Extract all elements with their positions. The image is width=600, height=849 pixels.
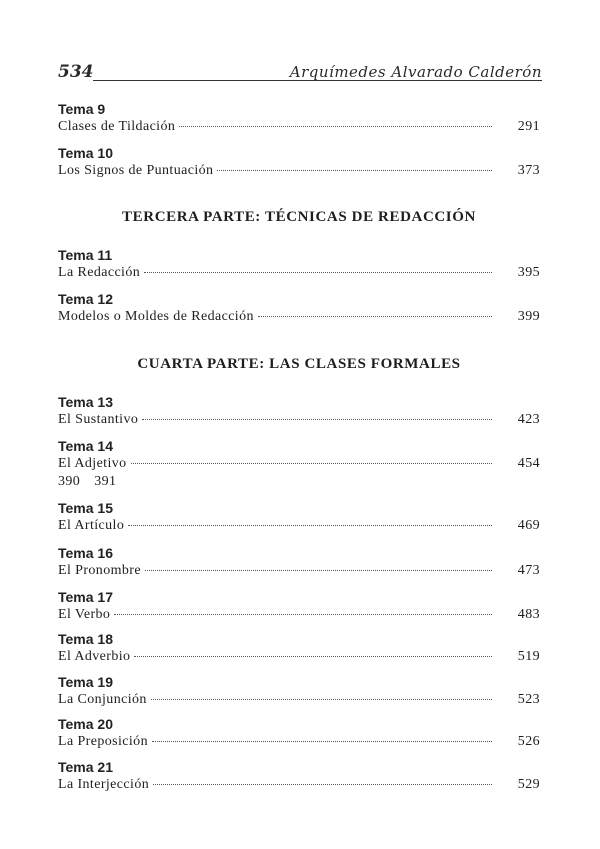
toc-page: 291 — [517, 119, 540, 134]
tema-label: Tema 19 — [58, 674, 113, 690]
toc-row — [58, 606, 540, 624]
toc-row — [58, 648, 540, 666]
tema-label: Tema 14 — [58, 438, 113, 454]
toc-title: El Artículo — [58, 518, 125, 533]
running-head: Arquímedes Alvarado Calderón — [289, 63, 542, 81]
dot-leader — [142, 419, 492, 420]
dot-leader — [144, 272, 492, 273]
toc-entry-tema-18 — [58, 630, 540, 666]
toc-row — [58, 691, 540, 709]
toc-row — [58, 118, 540, 136]
toc-page: 395 — [517, 265, 540, 280]
toc-row — [58, 455, 540, 473]
toc-row — [58, 517, 540, 535]
tema-label: Tema 21 — [58, 759, 113, 775]
dot-leader — [134, 656, 492, 657]
toc-title: Modelos o Moldes de Redacción — [58, 309, 254, 324]
tema-label: Tema 13 — [58, 394, 113, 410]
toc-page: 526 — [517, 734, 540, 749]
toc-entry-tema-19 — [58, 673, 540, 709]
toc-row — [58, 562, 540, 580]
toc-title: La Interjección — [58, 777, 150, 792]
dot-leader — [128, 525, 492, 526]
toc-page: 423 — [517, 412, 540, 427]
toc-page: 373 — [517, 163, 540, 178]
toc-page: 519 — [517, 649, 540, 664]
toc-title: El Adverbio — [58, 649, 131, 664]
dot-leader — [131, 463, 492, 464]
tema-label: Tema 11 — [58, 247, 113, 263]
toc-entry-tema-15 — [58, 499, 540, 535]
toc-entry-tema-21 — [58, 758, 540, 794]
toc-title: La Redacción — [58, 265, 141, 280]
toc-row — [58, 162, 540, 180]
toc-row — [58, 264, 540, 282]
header-rule — [93, 80, 542, 81]
toc-entry-tema-10 — [58, 144, 540, 180]
page-number: 534 — [58, 62, 94, 82]
tema-label: Tema 18 — [58, 631, 113, 647]
toc-title: El Adjetivo — [58, 456, 127, 471]
toc-page: 523 — [517, 692, 540, 707]
toc-title: El Sustantivo — [58, 412, 139, 427]
toc-page: 529 — [517, 777, 540, 792]
toc-entry-tema-13 — [58, 393, 540, 429]
toc-page: 483 — [517, 607, 540, 622]
toc-entry-tema-9 — [58, 100, 540, 136]
tema-label: Tema 20 — [58, 716, 113, 732]
toc-page: 469 — [517, 518, 540, 533]
extra-page-ref: 390 — [58, 474, 81, 489]
toc-title: La Preposición — [58, 734, 148, 749]
toc-title: Los Signos de Puntuación — [58, 163, 214, 178]
toc-row — [58, 776, 540, 794]
toc-row — [58, 733, 540, 751]
tema-label: Tema 16 — [58, 545, 113, 561]
part-heading-tercera: TERCERA PARTE: TÉCNICAS DE REDACCIÓN — [122, 209, 476, 225]
toc-page: 473 — [517, 563, 540, 578]
toc-row — [58, 411, 540, 429]
toc-entry-tema-16 — [58, 544, 540, 580]
tema-label: Tema 15 — [58, 500, 113, 516]
dot-leader — [151, 699, 492, 700]
extra-page-refs — [58, 473, 540, 491]
dot-leader — [179, 126, 492, 127]
dot-leader — [145, 570, 492, 571]
toc-title: El Verbo — [58, 607, 111, 622]
toc-entry-tema-12 — [58, 290, 540, 326]
toc-row — [58, 308, 540, 326]
dot-leader — [114, 614, 492, 615]
toc-page: 454 — [517, 456, 540, 471]
toc-title: La Conjunción — [58, 692, 147, 707]
dot-leader — [258, 316, 492, 317]
toc-page: 399 — [517, 309, 540, 324]
toc-entry-tema-14 — [58, 437, 540, 491]
part-heading-cuarta: CUARTA PARTE: LAS CLASES FORMALES — [137, 356, 461, 372]
tema-label: Tema 9 — [58, 101, 106, 117]
toc-title: Clases de Tildación — [58, 119, 176, 134]
toc-title: El Pronombre — [58, 563, 141, 578]
toc-entry-tema-20 — [58, 715, 540, 751]
tema-label: Tema 12 — [58, 291, 113, 307]
dot-leader — [152, 741, 492, 742]
toc-entry-tema-17 — [58, 588, 540, 624]
tema-label: Tema 17 — [58, 589, 113, 605]
toc-entry-tema-11 — [58, 246, 540, 282]
dot-leader — [217, 170, 492, 171]
tema-label: Tema 10 — [58, 145, 113, 161]
dot-leader — [153, 784, 492, 785]
extra-page-ref: 391 — [94, 474, 117, 489]
